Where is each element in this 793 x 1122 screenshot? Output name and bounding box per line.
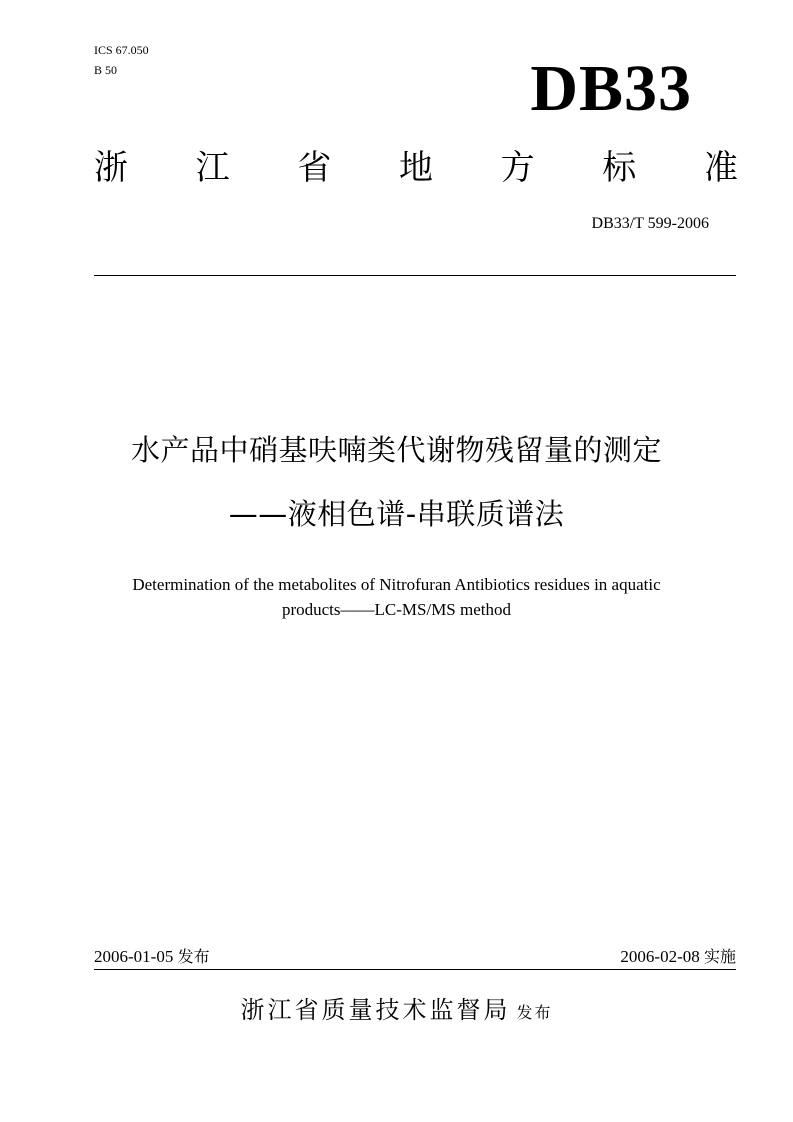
english-title-line-2: products——LC-MS/MS method	[281, 600, 512, 619]
standard-title-char: 江	[195, 148, 230, 188]
standard-title-char: 地	[398, 148, 433, 188]
implement-date-block	[620, 946, 736, 968]
standard-title-char: 方	[500, 148, 535, 188]
publisher-name: 浙江省质量技术监督局	[240, 996, 511, 1024]
footer-divider	[94, 969, 736, 970]
implement-date: 2006-02-08	[620, 947, 700, 966]
standard-title-char: 标	[602, 148, 637, 188]
standard-title-char: 省	[297, 148, 332, 188]
issue-label: 发布	[177, 947, 210, 966]
issue-date: 2006-01-05	[94, 947, 174, 966]
class-code: B 50	[94, 63, 118, 77]
classification-codes	[94, 40, 149, 80]
chinese-title-line-1: 水产品中硝基呋喃类代谢物残留量的测定	[130, 433, 662, 467]
implement-label: 实施	[703, 947, 736, 966]
standard-title	[94, 146, 738, 190]
english-title-line-1: Determination of the metabolites of Nitrofuran Antibiotics residues in aquatic	[132, 575, 661, 594]
standard-title-char: 浙	[94, 148, 128, 188]
standard-title-char: 准	[703, 148, 738, 188]
document-number: DB33/T 599-2006	[591, 215, 709, 232]
issue-date-block	[94, 946, 210, 968]
header-divider	[94, 275, 736, 276]
publisher-suffix: 发布	[516, 1003, 553, 1022]
publisher-block	[0, 994, 793, 1029]
ics-code: ICS 67.050	[94, 43, 149, 57]
chinese-title-line-2: ——液相色谱-串联质谱法	[228, 497, 565, 531]
db33-logo: DB33	[530, 52, 692, 125]
